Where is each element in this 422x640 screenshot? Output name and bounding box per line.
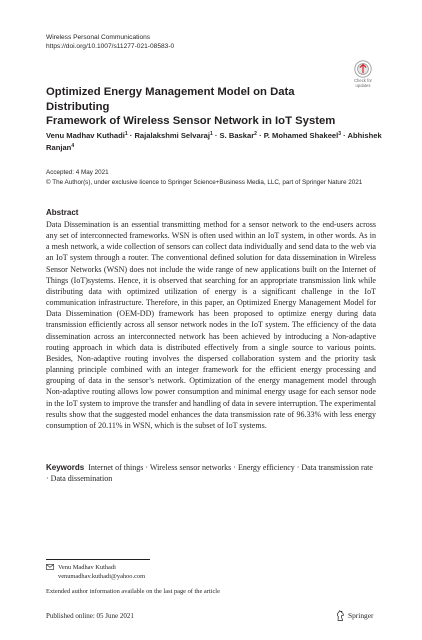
- author-affiliation-mark: 3: [338, 131, 342, 137]
- paper-title: [46, 85, 346, 129]
- check-for-updates-icon: [348, 60, 378, 78]
- abstract-heading: Abstract: [46, 208, 79, 217]
- journal-header: [46, 33, 174, 51]
- accepted-date: Accepted: 4 May 2021: [46, 169, 109, 176]
- author-separator: ·: [212, 131, 220, 140]
- author-separator: ·: [341, 131, 348, 140]
- author-affiliation-mark: 1: [210, 131, 213, 137]
- check-for-updates-line2: updates: [355, 82, 371, 88]
- journal-name: Wireless Personal Communications: [46, 34, 151, 41]
- doi-link[interactable]: https://doi.org/10.1007/s11277-021-08583-0: [46, 43, 175, 50]
- author-affiliation-mark: 4: [71, 142, 75, 149]
- keywords-text: Internet of things · Wireless sensor networks · Energy efficiency · Data transmission rate · Data dissemination: [46, 463, 373, 484]
- author-separator: ·: [256, 131, 264, 140]
- check-for-updates-label: [348, 79, 378, 88]
- publisher-logo: [336, 609, 373, 621]
- author-name[interactable]: S. Baskar: [219, 131, 255, 140]
- publisher-name: Springer: [348, 610, 374, 620]
- author-name[interactable]: Abhishek Ranjan: [46, 131, 382, 152]
- corresponding-author-name: Venu Madhav Kuthadi: [58, 564, 116, 571]
- author-list: [46, 130, 386, 153]
- author-name[interactable]: Venu Madhav Kuthadi: [46, 131, 125, 140]
- copyright-notice: © The Author(s), under exclusive licence to Springer Science+Business Media, LLC, part of Springer Nature 2021: [46, 178, 363, 186]
- corresponding-author-footnote: [46, 563, 376, 581]
- corresponding-author-email[interactable]: venumadhav.kuthadi@yahoo.com: [58, 573, 146, 580]
- springer-horse-icon: [336, 610, 345, 621]
- published-online-date: Published online: 05 June 2021: [46, 612, 134, 620]
- author-affiliation-mark: 2: [254, 131, 257, 137]
- article-dates: [46, 168, 386, 188]
- envelope-icon: [46, 564, 54, 573]
- check-for-updates-badge[interactable]: [348, 60, 378, 92]
- extended-author-info: Extended author information available on the last page of the article: [46, 588, 220, 595]
- author-separator: ·: [127, 131, 135, 140]
- author-name[interactable]: Rajalakshmi Selvaraj: [134, 131, 211, 140]
- abstract-text: Data Dissemination is an essential transmitting method for a sensor network to the end-users across any set of interconnected frameworks. WSN is often used within an IoT system, in other words. As in a mesh network, a wide collection of sensors can collect data individually and send data to the web via an IoT system through a router. The conventional defined solution for data dissemination in Wireless Sensor Networks (WSN) does not include the wide range of new applications built on the Internet of Things (IoT)systems. Hence, it is observed that searching for an appropriate transmission link while distributing data with optimized utilization of energy is a significant challenge in the IoT communication infrastructure. Therefore, in this paper, an Optimized Energy Management Model for Data Dissemination (OEM-DD) framework has been proposed to optimize energy during data transmission efficiently across all sensor network nodes in the IoT system. The efficiency of the data dissemination across an interconnected network has been achieved by introducing a Non-adaptive routing approach in which data is distributed effectively from a single source to various points. Besides, Non-adaptive routing involves the dispersed collaboration system and the priority task planning principle combined with an integer framework for the efficient energy processing and grouping of data in the sensor’s network. Optimization of the energy management model through Non-adaptive routing allows low power consumption and minimal energy usage for each sensor node in the IoT system to improve the transfer and handling of data in severe interruption. The experimental results show that the suggested model enhances the data transmission rate of 96.33% with less energy consumption of 20.11% in WSN, which is the subset of IoT systems.: [46, 220, 376, 430]
- title-line-2: Framework of Wireless Sensor Network in IoT System: [46, 115, 336, 127]
- keywords-label: Keywords: [46, 463, 85, 472]
- check-for-updates-line1: Check for: [354, 78, 372, 83]
- title-line-1: Optimized Energy Management Model on Data Distributing: [46, 86, 295, 113]
- keywords-block: [46, 462, 376, 485]
- author-name[interactable]: P. Mohamed Shakeel: [263, 131, 339, 140]
- footnote-rule: [46, 559, 150, 560]
- author-affiliation-mark: 1: [124, 131, 128, 137]
